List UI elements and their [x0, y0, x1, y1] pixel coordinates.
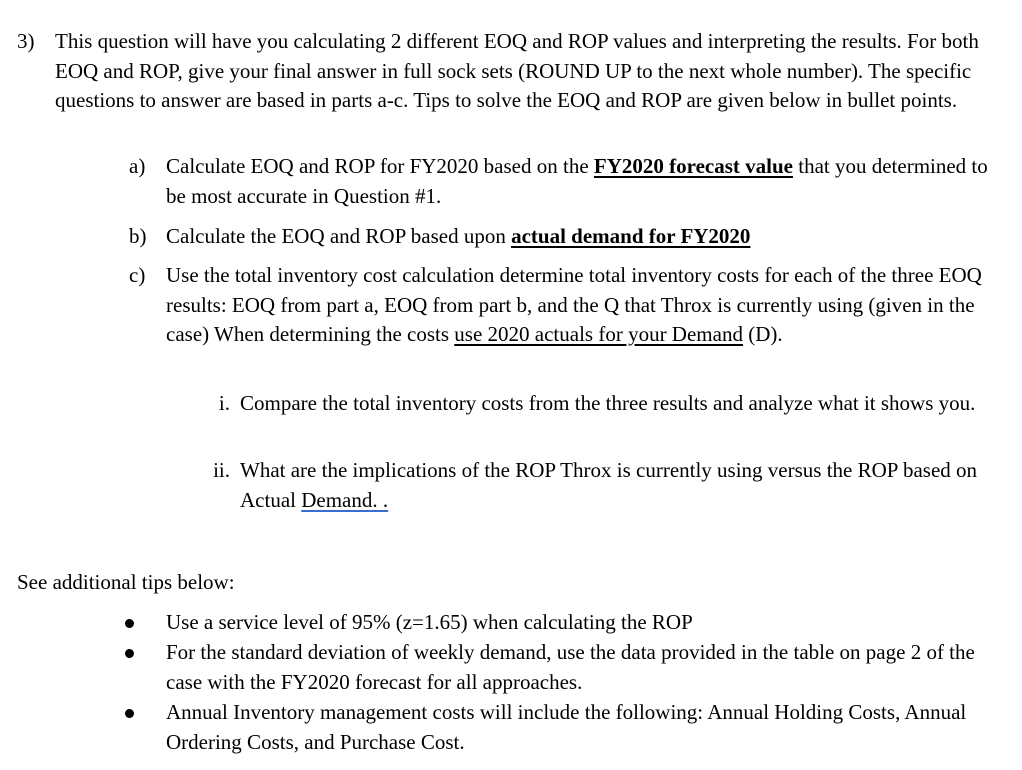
tip-text: Annual Inventory management costs will include the following: Annual Holding Costs, Annual Ordering Costs, and Purchase Cost. — [166, 700, 967, 754]
part-a-emphasis: FY2020 forecast value — [593, 154, 793, 178]
part-c-ii-marker: ii. — [213, 458, 230, 482]
question-number: 3) — [17, 29, 35, 53]
question-intro: This question will have you calculating 2 different EOQ and ROP values and interpreting the results. For both EOQ and ROP, give your final answer in full sock sets (ROUND UP to the next whole number). The specific questions to answer are based in parts a-c. Tips to solve the EOQ and ROP are given below in bullet points. — [55, 29, 979, 112]
part-b-text: Calculate the EOQ and ROP based upon actual demand for FY2020 — [166, 224, 751, 248]
bullet-icon — [125, 649, 134, 658]
part-c-ii-text: What are the implications of the ROP Throx is currently using versus the ROP based on Actual Demand. . — [240, 458, 978, 512]
part-b-marker: b) — [129, 224, 147, 248]
tips-heading: See additional tips below: — [17, 570, 235, 594]
part-c-text: Use the total inventory cost calculation determine total inventory costs for each of the three EOQ results: EOQ from part a, EOQ from part b, and the Q that Throx is currently using (given in the case) When determining the costs use 2020 actuals for your Demand (D). — [166, 263, 982, 346]
part-c-i-marker: i. — [218, 391, 230, 415]
part-c-marker: c) — [129, 263, 146, 287]
part-b-emphasis: actual demand for FY2020 — [511, 224, 751, 248]
tip-text: Use a service level of 95% (z=1.65) when calculating the ROP — [166, 610, 693, 634]
bullet-icon — [125, 709, 134, 718]
tip-text: For the standard deviation of weekly demand, use the data provided in the table on page 2 of the case with the FY2020 forecast for all approaches. — [166, 640, 975, 694]
bullet-icon — [125, 619, 134, 628]
part-c-underlined: use 2020 actuals for your Demand — [454, 322, 743, 346]
part-c-ii-underlined: Demand. . — [301, 487, 389, 512]
part-c-i-text: Compare the total inventory costs from the three results and analyze what it shows you. — [240, 391, 976, 415]
part-a-text: Calculate EOQ and ROP for FY2020 based on the FY2020 forecast value that you determined to be most accurate in Question #1. — [166, 154, 988, 208]
part-a-marker: a) — [129, 154, 146, 178]
